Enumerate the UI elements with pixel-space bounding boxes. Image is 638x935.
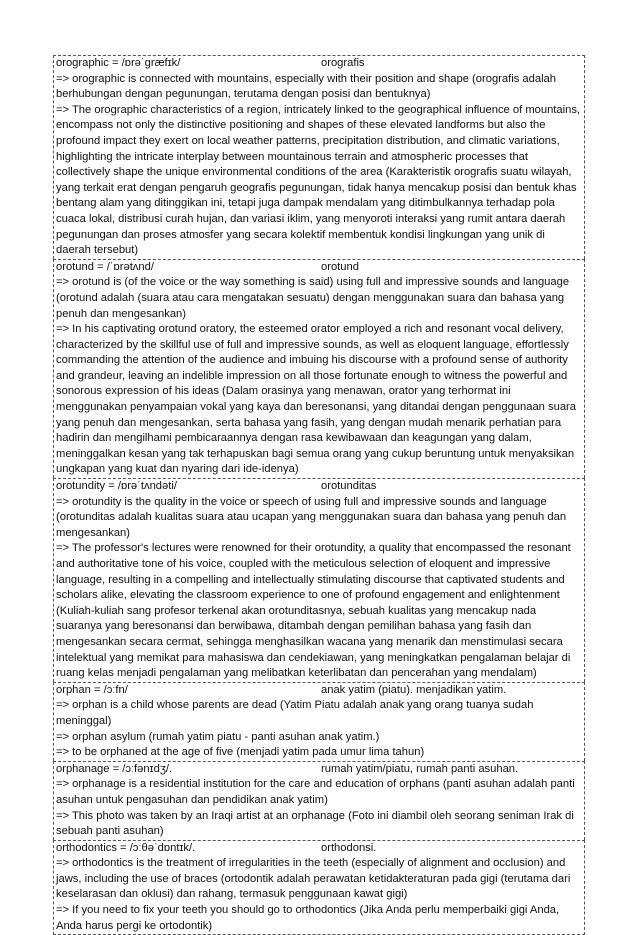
entry-headline (56, 479, 582, 495)
entry-orthodontics (53, 840, 585, 935)
entry-term: orotundity = /ɒrəˈtʌndəti/ (56, 480, 177, 493)
example-line: => to be orphaned at the age of five (menjadi yatim pada umur lima tahun) (56, 746, 425, 759)
entry-orographic (53, 55, 585, 259)
entry-term: orotund = /ˈɒrətʌnd/ (56, 260, 154, 273)
entry-term: orographic = /ɒrəˈɡræfɪk/ (56, 57, 181, 69)
entry-term: orthodontics = /ɔːθəˈdɒntɪk/. (56, 841, 196, 854)
entry-headline (56, 841, 582, 857)
example-line: => orphan asylum (rumah yatim piatu - panti asuhan anak yatim.) (56, 730, 380, 743)
entry-gloss: anak yatim (piatu). menjadikan yatim. (321, 683, 507, 696)
example-line: => The orographic characteristics of a region, intricately linked to the geographical influence of mountains, encompass not only the distinctive positioning and shapes of these elevated landforms but also the profound impact they exert on local weather patterns, precipitation distribution, and climatic variations, highlighting the intricate interplay between mountainous terrain and atmospheric processes that collectively shape the unique environmental conditions of the area (Karakteristik orografis suatu wilayah, yang terkait erat dengan pengaruh geografis pegunungan, tidak hanya mencakup posisi dan bentuk khas bentang alam yang ditinggikan ini, tetapi juga dampak mendalam yang ditimbulkannya terhadap pola cuaca lokal, distribusi curah hujan, dan variasi iklim, yang menyoroti interaksi yang rumit antara daerah pegunungan dan proses atmosfer yang secara kolektif membentuk kondisi lingkungan yang unik di daerah tersebut) (56, 103, 581, 257)
example-line: => This photo was taken by an Iraqi artist at an orphanage (Foto ini diambil oleh seorang seniman Irak di sebuah panti asuhan) (56, 809, 574, 838)
example-line: => The professor's lectures were renowned for their orotundity, a quality that encompassed the resonant and authoritative tone of his voice, coupled with the meticulous selection of eloquent and impressive language, resulting in a compelling and intellectually stimulating discourse that captivated students and scholars alike, elevating the classroom experience to one of profound engagement and enlightenment (Kuliah-kuliah sang profesor terkenal akan orotunditasnya, sebuah kualitas yang mencakup nada suaranya yang beresonansi dan berwibawa, ditambah dengan pemilihan bahasa yang fasih dan mengesankan secara cermat, sehingga menghasilkan wacana yang menarik dan menstimulasi secara intelektual yang memikat para mahasiswa dan cendekiawan, yang meningkatkan pengalaman belajar di ruang kelas menjadi pengalaman yang melibatkan keterlibatan dan pencerahan yang mendalam) (56, 542, 571, 680)
entry-headline (56, 260, 582, 276)
definition-line: => orthodontics is the treatment of irregularities in the teeth (especially of alignment and occlusion) and jaws, including the use of braces (ortodontik adalah perawatan ketidakteraturan pada gigi (terutama dari keselarasan dan oklusi) dan rahang, termasuk penggunaan kawat gigi) (56, 857, 571, 901)
entry-gloss: orthodonsi. (321, 841, 377, 854)
glossary-page (53, 55, 585, 935)
definition-line: => orphanage is a residential institution for the care and education of orphans (panti asuhan adalah panti asuhan untuk pengasuhan dan pendidikan anak yatim) (56, 778, 575, 806)
entry-headline (56, 683, 582, 699)
entry-orphan (53, 682, 585, 761)
entry-orotundity (53, 478, 585, 682)
entry-gloss: orotunditas (321, 480, 377, 493)
entry-orphanage (53, 761, 585, 840)
entry-headline (56, 56, 582, 72)
definition-line: => orphan is a child whose parents are dead (Yatim Piatu adalah anak yang orang tuanya sudah meninggal) (56, 699, 534, 727)
entry-gloss: rumah yatim/piatu, rumah panti asuhan. (321, 762, 519, 775)
entry-headline (56, 762, 582, 778)
example-line: => If you need to fix your teeth you should go to orthodontics (Jika Anda perlu memperbaiki gigi Anda, Anda harus pergi ke ortodontik) (56, 904, 560, 932)
definition-line: => orotund is (of the voice or the way something is said) using full and impressive sounds and language (orotund adalah (suara atau cara mengatakan sesuatu) dengan menggunakan suara dan bahasa yang penuh dan mengesankan) (56, 276, 570, 320)
entry-gloss: orografis (321, 57, 365, 69)
definition-line: => orographic is connected with mountains, especially with their position and shape (orografis adalah berhubungan dengan pegunungan, terutama dengan posisi dan bentuknya) (56, 72, 557, 101)
example-line: => In his captivating orotund oratory, the esteemed orator employed a rich and resonant vocal delivery, characterized by the skillful use of full and impressive sounds, as well as eloquent language, effortlessly commanding the attention of the audience and imbuing his discourse with a profound sense of authority and grandeur, leaving an indelible impression on all those fortunate enough to witness the powerful and sonorous expression of his ideas (Dalam orasinya yang menawan, orator yang terhormat ini menggunakan penyampaian vokal yang kaya dan beresonansi, yang ditandai dengan penggunaan suara yang penuh dan mengesankan, serta bahasa yang fasih, yang dengan mudah menarik perhatian para hadirin dan mengilhami pembicaraannya dengan rasa kewibawaan dan keagungan yang dalam, meninggalkan kesan yang tak terhapuskan bagi semua orang yang cukup beruntung untuk menyaksikan ungkapan yang kuat dan nyaring dari ide-idenya) (56, 323, 576, 476)
definition-line: => orotundity is the quality in the voice or speech of using full and impressive sounds and language (orotunditas adalah kualitas suara atau ucapan yang menggunakan suara dan bahasa yang penuh dan mengesankan) (56, 495, 567, 539)
entry-orotund (53, 259, 585, 478)
entry-gloss: orotund (321, 260, 359, 273)
entry-term: orphanage = /ɔːfənɪdʒ/. (56, 762, 173, 775)
entry-term: orphan = /ɔːfn/ (56, 683, 128, 696)
